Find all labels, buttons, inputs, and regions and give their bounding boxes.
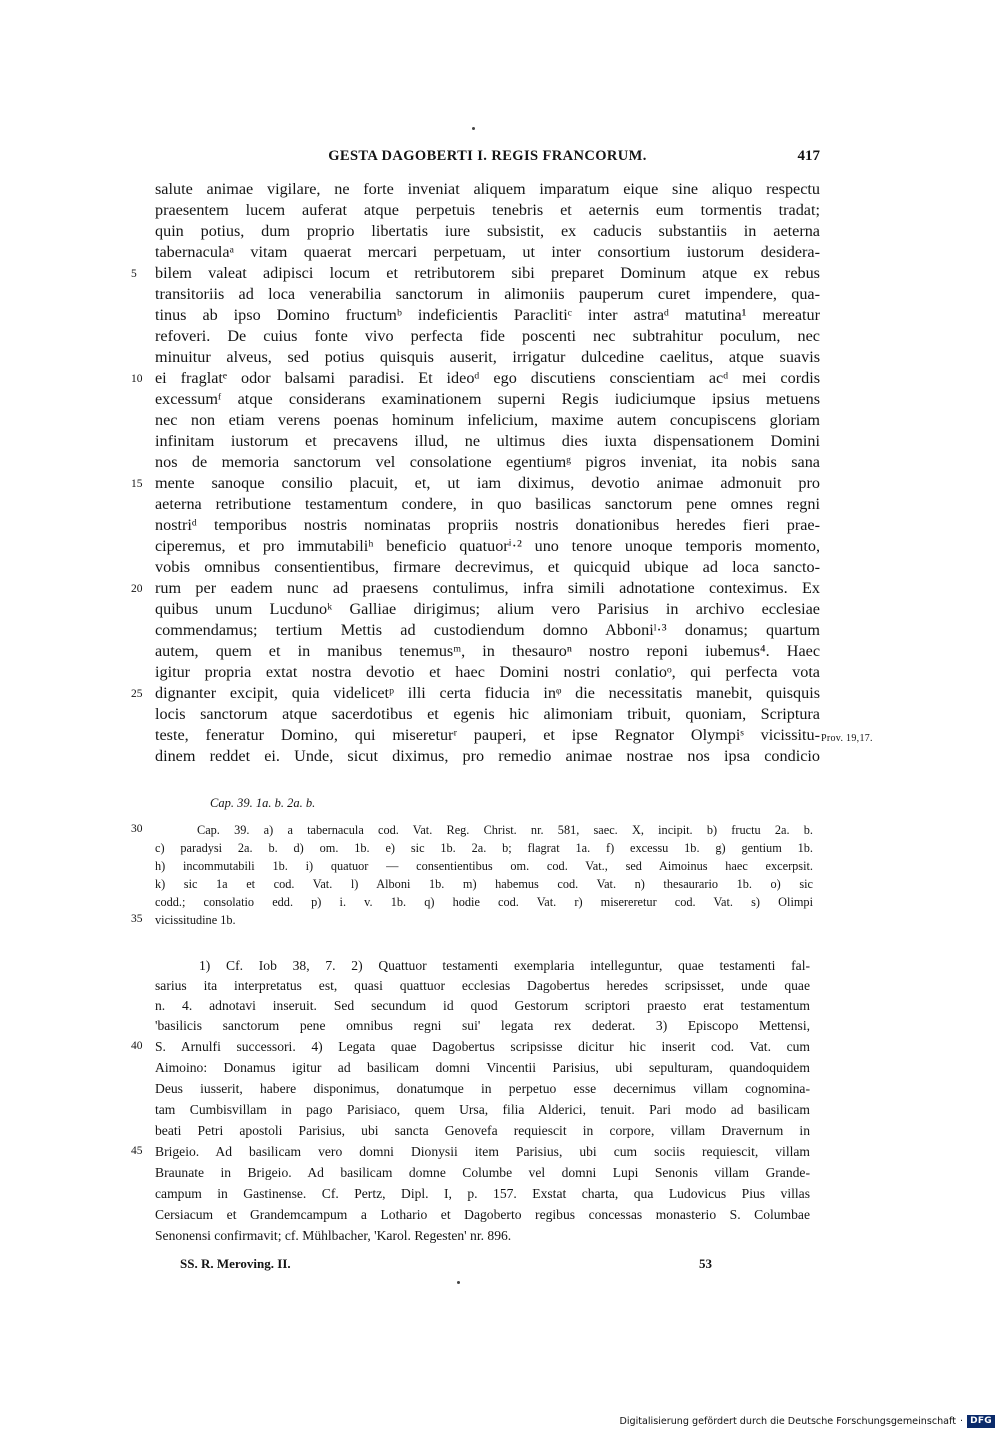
text-line: locis sanctorum atque sacerdotibus et egenis hic alimoniam tribuit, quoniam, Scriptura (155, 705, 820, 723)
page-number: 417 (797, 148, 820, 164)
line-number: 45 (131, 1145, 143, 1157)
note-line: tam Cumbisvillam in pago Parisiaco, quem Ursa, filia Alderici, tenuit. Pari modo ad basilicam (155, 1102, 810, 1117)
apparatus-line: vicissitudine 1b. (155, 913, 236, 927)
line-number: 10 (131, 373, 143, 385)
text-line: rum per eadem nunc ad praesens contulimus, infra simili adnotatione conteximus. Ex (155, 579, 820, 597)
text-line: nos de memoria sanctorum vel consolatione egentiumᵍ pigros inveniat, ita nobis sana (155, 453, 820, 471)
line-number: 5 (131, 268, 137, 280)
apparatus-line: h) incommutabili 1b. i) quatuor — consentientibus om. cod. Vat., sed Aimoinus haec excerpsit. (155, 859, 813, 873)
text-line: vobis omnibus consentientibus, firmare decrevimus, et quicquid ubique ad loca sancto- (155, 558, 820, 576)
text-line: ei fraglatᵉ odor balsami paradisi. Et ideoᵈ ego discutiens conscientiam acᵈ mei cordis (155, 369, 820, 387)
text-line: dignanter excipit, quia videlicetᵖ illi certa fiducia inᵠ die necessitatis manebit, quisquis (155, 684, 820, 702)
text-line: autem, quem et in manibus tenemusᵐ, in thesauroⁿ nostro reponi iubemus⁴. Haec (155, 642, 820, 660)
note-line: 1) Cf. Iob 38, 7. 2) Quattuor testamenti exemplaria intelleguntur, quae testamenti fal- (199, 958, 810, 973)
text-line: transitoriis ad loca venerabilia sanctorum in alimoniis pauperum curet impendere, qua- (155, 285, 820, 303)
running-header (155, 148, 820, 170)
marginal-reference: Prov. 19,17. (821, 733, 873, 744)
text-line: bilem valeat adipisci locum et retributorem sibi preparet Dominum atque ex rebus (155, 264, 820, 282)
note-line: Senonensi confirmavit; cf. Mühlbacher, 'Karol. Regesten' nr. 896. (155, 1228, 512, 1243)
apparatus-line: c) paradysi 2a. b. d) om. 1b. e) sic 1b. 2a. b; flagrat 1a. f) excessu 1b. g) gentium 1b. (155, 841, 813, 855)
text-line: refoveri. De cuius fonte vivo perfecta fide poscenti nec subtrahitur poculum, nec (155, 327, 820, 345)
text-line: teste, feneratur Domino, qui misereturʳ pauperi, et ipse Regnator Olympiˢ vicissitu- (155, 726, 820, 744)
manuscript-sigla: Cap. 39. 1a. b. 2a. b. (210, 796, 316, 810)
credit-separator-icon: · (960, 1415, 964, 1427)
text-line: tinus ab ipso Domino fructumᵇ indeficientis Paraclitiᶜ inter astraᵈ matutina¹ mereatur (155, 306, 820, 324)
note-line: n. 4. adnotavi inseruit. Sed secundum id quod Gestorum scriptori praesto erat testamentum (155, 998, 810, 1013)
note-line: Braunate in Brigeio. Ad basilicam domne Columbe vel domni Lupi Senonis villam Grande- (155, 1165, 810, 1180)
note-line: Brigeio. Ad basilicam vero domni Dionysii item Parisius, ubi cum sociis requiescit, villam (155, 1144, 810, 1159)
apparatus-line: k) sic 1a et cod. Vat. l) Alboni 1b. m) habemus cod. Vat. n) thesaurario 1b. o) sic (155, 877, 813, 891)
line-number: 20 (131, 583, 143, 595)
line-number: 30 (131, 823, 143, 835)
note-line: Aimoino: Donamus igitur ad basilicam domni Vincentii Parisius, ubi sepulturam, quandoquidem (155, 1060, 810, 1075)
note-line: 'basilicis sanctorum pene omnibus regni sui' legata rex dederat. 3) Episcopo Mettensi, (155, 1018, 810, 1033)
note-line: Cersiacum et Grandemcampum a Lothario et Dagoberto regibus concessas monasterio S. Columbae (155, 1207, 810, 1222)
text-line: quin potius, dum proprio libertatis iure subsistit, ex caducis substantiis in aeterna (155, 222, 820, 240)
dfg-logo-icon: DFG (967, 1415, 995, 1428)
note-line: beati Petri apostoli Parisius, ubi sancta Genovefa requiescit in corpore, villam Dravernum in (155, 1123, 810, 1138)
line-number: 15 (131, 478, 143, 490)
text-line: infinitam iustorum et precavens illud, ne ultimus dies iuxta dispensationem Domini (155, 432, 820, 450)
sheet-number: 53 (699, 1256, 712, 1271)
apparatus-line: Cap. 39. a) a tabernacula cod. Vat. Reg. Christ. nr. 581, saec. X, incipit. b) fructu 2a. b. (197, 823, 813, 837)
text-line: tabernaculaᵃ vitam quaerat mercari perpetuam, ut inter consortium iustorum desidera- (155, 243, 820, 261)
note-line: Deus iusserit, habere disponimus, donatumque in perpetuo esse decernimus villam cognomina- (155, 1081, 810, 1096)
text-line: salute animae vigilare, ne forte inveniat aliquem imparatum eique sine aliquo respectu (155, 180, 820, 198)
text-line: dinem reddet ei. Unde, sicut diximus, pro remedio animae nostrae nos ipsa condicio (155, 747, 820, 765)
text-line: commendamus; tertium Mettis ad custodiendum domno Abboniˡ·³ donamus; quartum (155, 621, 820, 639)
text-line: quibus unum Lucdunoᵏ Galliae dirigimus; alium vero Parisius in archivo ecclesiae (155, 600, 820, 618)
text-line: nostriᵈ temporibus nostris nominatas propriis nostris donationibus heredes fieri prae- (155, 516, 820, 534)
note-line: S. Arnulfi successori. 4) Legata quae Dagobertus scripsisse dicitur hic inserit cod. Vat. cum (155, 1039, 810, 1054)
signature-mark: SS. R. Meroving. II. (180, 1256, 291, 1271)
text-line: nec non etiam verens poenas hominum infelicium, maxime autem concupiscens gloriam (155, 411, 820, 429)
scan-speck (472, 127, 475, 130)
text-line: minuitur alveus, sed potius quisquis auserit, irrigatur dulcedine caelitus, atque suavis (155, 348, 820, 366)
header-title: GESTA DAGOBERTI I. REGIS FRANCORUM. (328, 148, 647, 164)
text-line: excessumᶠ atque considerans examinationem superni Regis iudiciumque ipsius metuens (155, 390, 820, 408)
line-number: 25 (131, 688, 143, 700)
line-number: 40 (131, 1040, 143, 1052)
note-line: sarius ita interpretatus est, quasi quattuor ecclesias Dagobertus heredes scripsisset, unde quae (155, 978, 810, 993)
text-line: aeterna retributione testamentum condere, in quo basilicas sanctorum pene omnes regni (155, 495, 820, 513)
text-line: praesentem lucem auferat atque perpetuis tenebris et aeternis eum tormentis tradat; (155, 201, 820, 219)
note-line: campum in Gastinense. Cf. Pertz, Dipl. I, p. 157. Exstat charta, qua Ludovicus Pius villas (155, 1186, 810, 1201)
apparatus-line: codd.; consolatio edd. p) i. v. 1b. q) hodie cod. Vat. r) misereretur cod. Vat. s) Olimpi (155, 895, 813, 909)
credit-text: Digitalisierung gefördert durch die Deutsche Forschungsgemeinschaft (619, 1415, 957, 1427)
scan-speck (457, 1281, 460, 1284)
digitization-credit (610, 1412, 995, 1430)
text-line: ciperemus, et pro immutabiliʰ beneficio quatuorⁱ·² uno tenore unoque temporis momento, (155, 537, 820, 555)
text-line: mente sanoque consilio placuit, et, ut iam diximus, devotio animae admonuit pro (155, 474, 820, 492)
text-line: igitur propria extat nostra devotio et haec Domini nostri conlatioᵒ, qui perfecta vota (155, 663, 820, 681)
line-number: 35 (131, 913, 143, 925)
